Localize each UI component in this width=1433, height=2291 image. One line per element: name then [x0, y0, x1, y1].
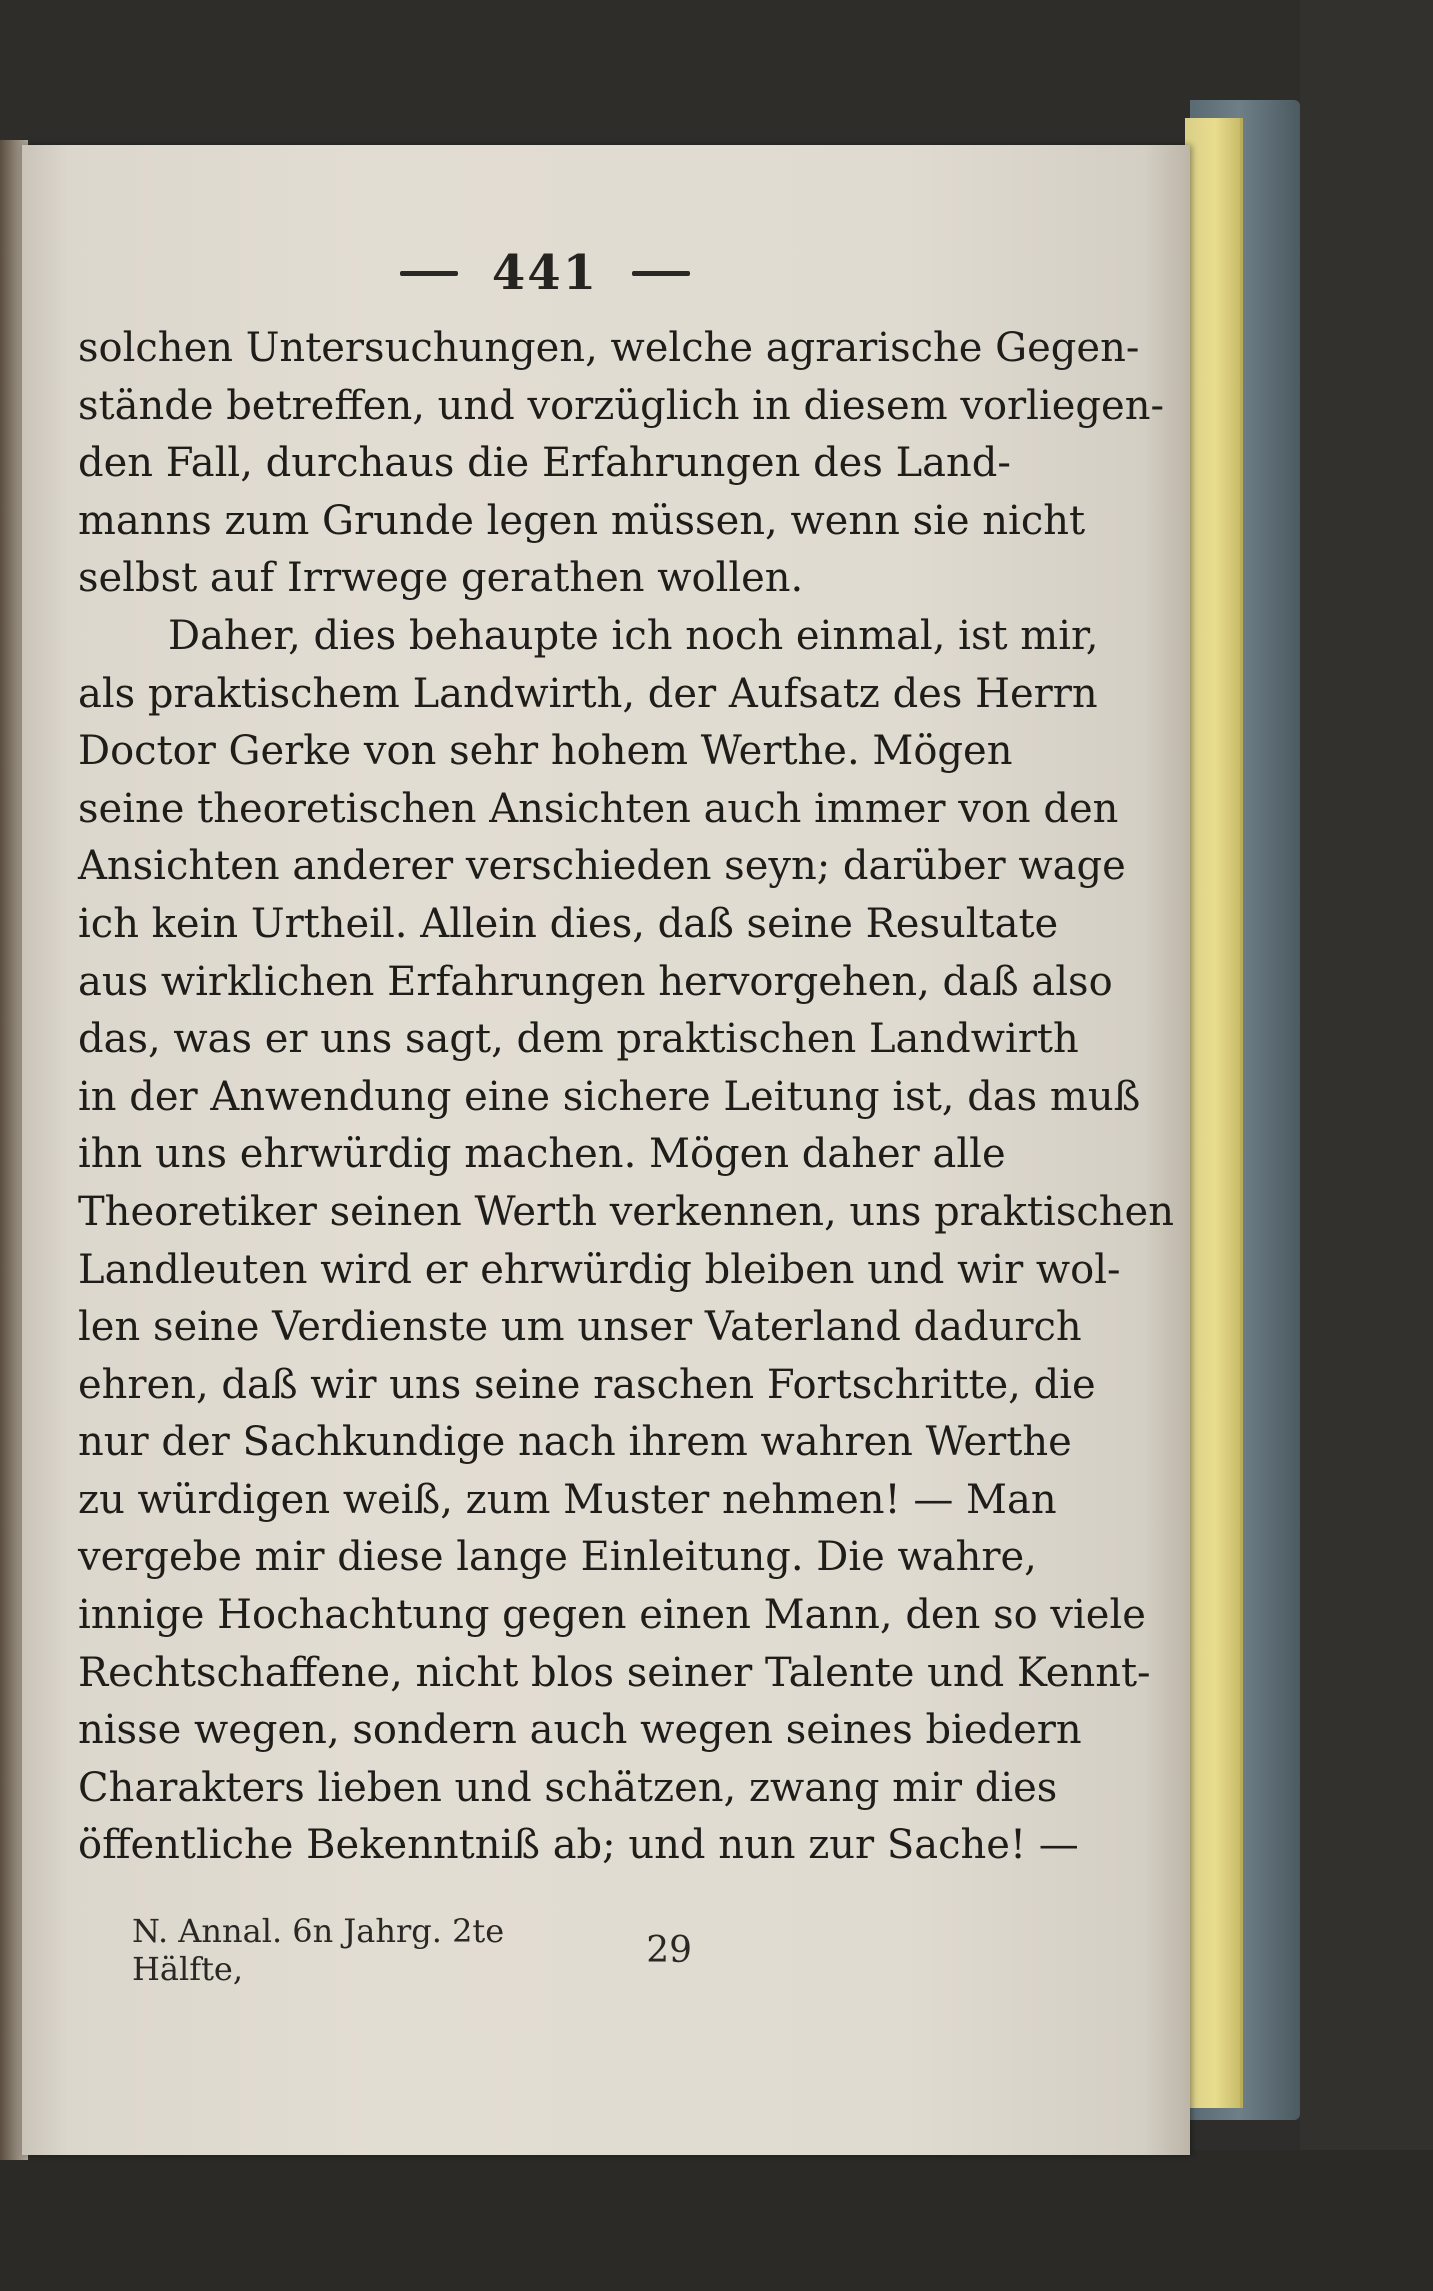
text-line: Ansichten anderer verschieden seyn; darüber wage: [78, 843, 1126, 890]
text-line: manns zum Grunde legen müssen, wenn sie nicht: [78, 497, 1086, 544]
text-line: zu würdigen weiß, zum Muster nehmen! — Man: [78, 1476, 1057, 1523]
text-line: vergebe mir diese lange Einleitung. Die wahre,: [78, 1534, 1037, 1581]
text-line: len seine Verdienste um unser Vaterland dadurch: [78, 1304, 1082, 1351]
header-dash-right: [632, 271, 690, 276]
header-dash-left: [400, 271, 458, 276]
signature-mark: 29: [646, 1929, 692, 1971]
page-number: 441: [491, 245, 599, 301]
text-line: solchen Untersuchungen, welche agrarische Gegen-: [78, 325, 1140, 371]
text-line: in der Anwendung eine sichere Leitung ist, das muß: [78, 1073, 1141, 1120]
text-line: als praktischem Landwirth, der Aufsatz des Herrn: [78, 670, 1098, 717]
text-line: ihn uns ehrwürdig machen. Mögen daher alle: [78, 1131, 1006, 1178]
text-line: innige Hochachtung gegen einen Mann, den so viele: [78, 1592, 1146, 1639]
text-line: ehren, daß wir uns seine raschen Fortschritte, die: [78, 1361, 1096, 1408]
text-line: öffentliche Bekenntniß ab; und nun zur Sache! —: [78, 1822, 1079, 1869]
text-line: den Fall, durchaus die Erfahrungen des Land-: [78, 440, 1011, 487]
body-text: [78, 320, 1174, 1875]
text-line: selbst auf Irrwege gerathen wollen.: [78, 555, 804, 602]
page-block-edge: [1185, 118, 1243, 2108]
text-line: nisse wegen, sondern auch wegen seines biedern: [78, 1707, 1082, 1754]
text-line: nur der Sachkundige nach ihrem wahren Werthe: [78, 1419, 1072, 1466]
text-line: aus wirklichen Erfahrungen hervorgehen, daß also: [78, 958, 1113, 1005]
text-line: Charakters lieben und schätzen, zwang mir dies: [78, 1764, 1058, 1811]
page-header: [380, 238, 710, 308]
text-line: stände betreffen, und vorzüglich in diesem vorliegen-: [78, 382, 1164, 429]
text-line: Doctor Gerke von sehr hohem Werthe. Mögen: [78, 728, 1013, 775]
background-bottom: [0, 2150, 1433, 2291]
page-footer: [132, 1912, 692, 1988]
text-line: das, was er uns sagt, dem praktischen Landwirth: [78, 1016, 1079, 1063]
text-line: seine theoretischen Ansichten auch immer von den: [78, 785, 1119, 832]
background-right: [1300, 0, 1433, 2291]
text-line: Landleuten wird er ehrwürdig bleiben und wir wol-: [78, 1246, 1121, 1293]
footer-imprint: N. Annal. 6n Jahrg. 2te Hälfte,: [132, 1912, 505, 1988]
text-line: ich kein Urtheil. Allein dies, daß seine Resultate: [78, 900, 1059, 947]
text-line: Theoretiker seinen Werth verkennen, uns praktischen: [78, 1188, 1174, 1235]
text-line: Daher, dies behaupte ich noch einmal, ist mir,: [168, 612, 1099, 659]
text-line: Rechtschaffene, nicht blos seiner Talente und Kennt-: [78, 1649, 1151, 1696]
